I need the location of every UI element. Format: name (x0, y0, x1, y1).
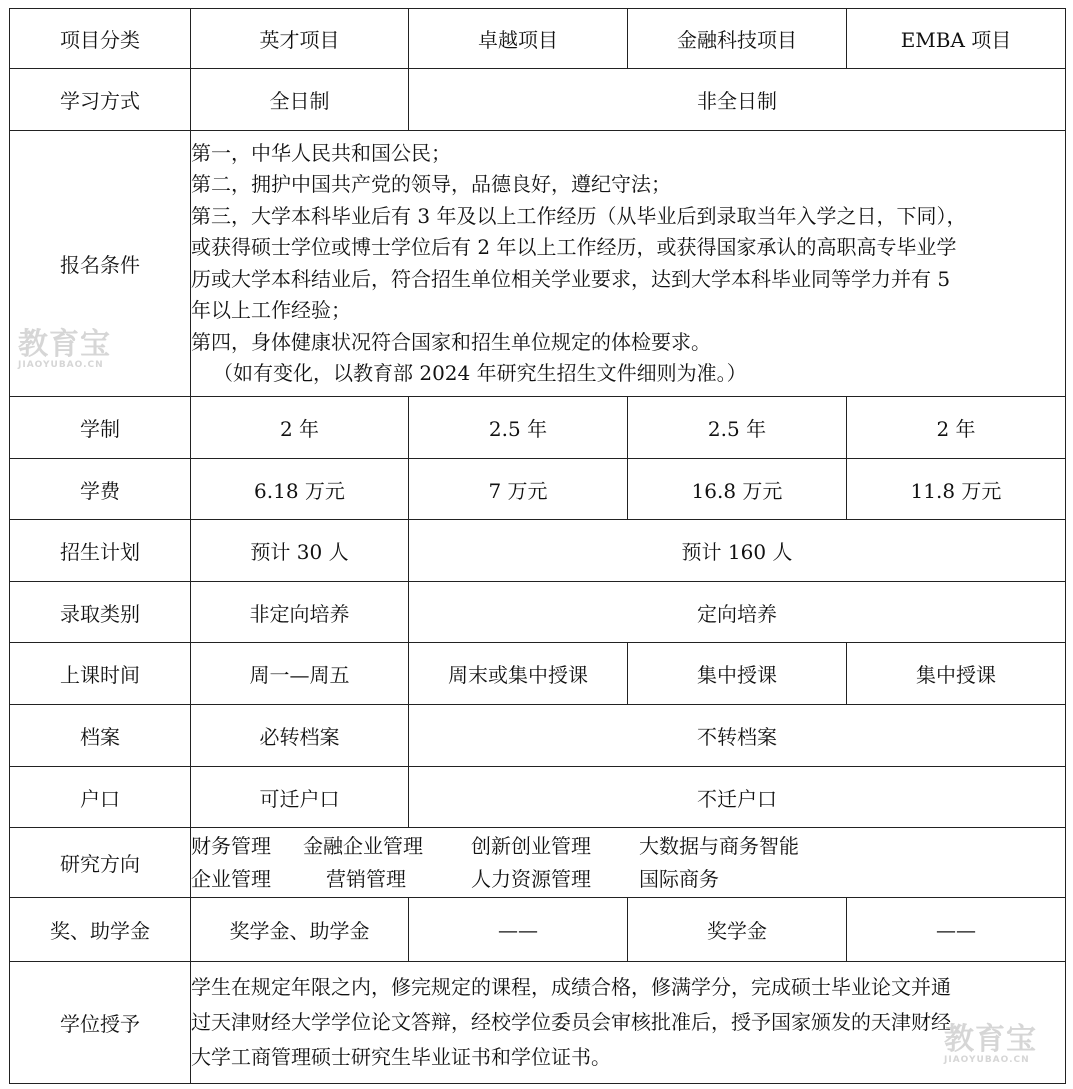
requirements-line: 第三，大学本科毕业后有 3 年及以上工作经历（从毕业后到录取当年入学之日，下同）， (191, 203, 967, 228)
research-item: 企业管理 (191, 866, 271, 891)
duration-row (10, 397, 1066, 459)
header-row (10, 9, 1066, 69)
research-line (191, 830, 1065, 863)
hukou-fulltime: 可迁户口 (191, 767, 409, 828)
research-label: 研究方向 (10, 828, 191, 898)
class-time-value: 集中授课 (847, 643, 1066, 705)
degree-row (10, 962, 1066, 1084)
scholarship-value: 奖学金 (628, 898, 847, 962)
research-directions (191, 828, 1066, 898)
research-item: 人力资源管理 (471, 866, 591, 891)
archive-row (10, 705, 1066, 767)
scholarship-label: 奖、助学金 (10, 898, 191, 962)
enrollment-parttime: 预计 160 人 (409, 520, 1066, 582)
degree-text (191, 962, 1066, 1084)
enrollment-label: 招生计划 (10, 520, 191, 582)
admission-type-parttime: 定向培养 (409, 582, 1066, 643)
research-row (10, 828, 1066, 898)
tuition-row (10, 459, 1066, 520)
requirements-line: 第一，中华人民共和国公民； (191, 140, 451, 165)
requirements-line: 第二，拥护中国共产党的领导，品德良好，遵纪守法； (191, 172, 671, 196)
class-time-value: 周一—周五 (191, 643, 409, 705)
watermark-domain: JIAOYUBAO.CN (944, 1055, 1030, 1065)
archive-label: 档案 (10, 705, 191, 767)
watermark-text: 教育宝 (18, 327, 111, 362)
study-mode-label: 学习方式 (10, 69, 191, 131)
study-mode-row (10, 69, 1066, 131)
research-item: 国际商务 (639, 866, 719, 891)
tuition-value: 11.8 万元 (847, 459, 1066, 520)
requirements-line: 或获得硕士学位或博士学位后有 2 年以上工作经历，或获得国家承认的高职高专毕业学 (191, 235, 957, 259)
scholarship-value: —— (847, 898, 1066, 962)
admission-type-label: 录取类别 (10, 582, 191, 643)
admission-type-row (10, 582, 1066, 643)
research-item: 大数据与商务智能 (639, 833, 799, 858)
hukou-row (10, 767, 1066, 828)
duration-value: 2 年 (191, 397, 409, 459)
requirements-line: 第四，身体健康状况符合国家和招生单位规定的体检要求。 (191, 329, 711, 354)
research-item: 财务管理 (191, 833, 271, 858)
category-label: 项目分类 (10, 9, 191, 69)
class-time-value: 周末或集中授课 (409, 643, 628, 705)
tuition-label: 学费 (10, 459, 191, 520)
tuition-value: 6.18 万元 (191, 459, 409, 520)
research-item: 金融企业管理 (303, 833, 423, 858)
study-mode-fulltime: 全日制 (191, 69, 409, 131)
archive-parttime: 不转档案 (409, 705, 1066, 767)
research-line (191, 863, 1065, 896)
requirements-note: （如有变化，以教育部 2024 年研究生招生文件细则为准。） (213, 361, 747, 385)
degree-label: 学位授予 (10, 962, 191, 1084)
watermark-domain: JIAOYUBAO.CN (18, 360, 104, 370)
hukou-label: 户口 (10, 767, 191, 828)
duration-label: 学制 (10, 397, 191, 459)
scholarship-row (10, 898, 1066, 962)
program-table (9, 8, 1066, 1084)
duration-value: 2 年 (847, 397, 1066, 459)
degree-line: 学生在规定年限之内，修完规定的课程，成绩合格，修满学分，完成硕士毕业论文并通 (191, 975, 951, 999)
study-mode-parttime: 非全日制 (409, 69, 1066, 131)
scholarship-value: —— (409, 898, 628, 962)
research-item: 创新创业管理 (471, 833, 591, 858)
archive-fulltime: 必转档案 (191, 705, 409, 767)
requirements-row (10, 131, 1066, 397)
admission-type-fulltime: 非定向培养 (191, 582, 409, 643)
degree-line: 过天津财经大学学位论文答辩，经校学位委员会审核批准后，授予国家颁发的天津财经 (191, 1010, 951, 1034)
requirements-text (191, 131, 1066, 397)
class-time-label: 上课时间 (10, 643, 191, 705)
class-time-row (10, 643, 1066, 705)
degree-line: 大学工商管理硕士研究生毕业证书和学位证书。 (191, 1045, 611, 1069)
duration-value: 2.5 年 (409, 397, 628, 459)
scholarship-value: 奖学金、助学金 (191, 898, 409, 962)
program-fintech: 金融科技项目 (628, 9, 847, 69)
tuition-value: 7 万元 (409, 459, 628, 520)
duration-value: 2.5 年 (628, 397, 847, 459)
enrollment-row (10, 520, 1066, 582)
program-excellence: 卓越项目 (409, 9, 628, 69)
requirements-line: 年以上工作经验； (191, 298, 351, 322)
program-emba: EMBA 项目 (847, 9, 1066, 69)
watermark-text: 教育宝 (944, 1022, 1037, 1057)
program-talent: 英才项目 (191, 9, 409, 69)
research-item: 营销管理 (326, 866, 406, 891)
hukou-parttime: 不迁户口 (409, 767, 1066, 828)
requirements-line: 历或大学本科结业后，符合招生单位相关学业要求，达到大学本科毕业同等学力并有 5 (191, 266, 951, 291)
tuition-value: 16.8 万元 (628, 459, 847, 520)
enrollment-fulltime: 预计 30 人 (191, 520, 409, 582)
requirements-label: 报名条件 (10, 131, 191, 397)
class-time-value: 集中授课 (628, 643, 847, 705)
